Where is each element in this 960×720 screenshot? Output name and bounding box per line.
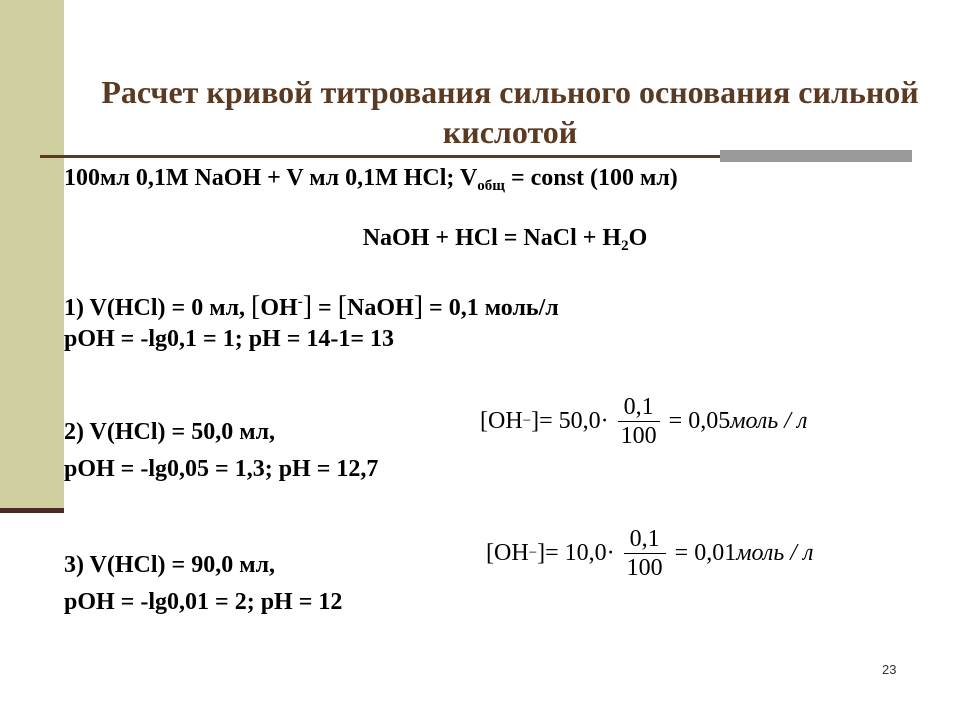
step1-eq: =	[312, 295, 338, 321]
step1-naoh: NaOH	[347, 295, 414, 321]
step2-formula	[480, 388, 807, 454]
statement-subscript: общ	[477, 178, 505, 194]
bracket-close-2: ]	[413, 291, 424, 322]
slide-title: Расчет кривой титрования сильного основания сильной кислотой	[101, 74, 919, 150]
step1-superscript: -	[297, 294, 303, 310]
page-number: 23	[882, 662, 897, 677]
reaction-text-end: O	[628, 225, 648, 251]
formula-lhs: [OH	[480, 407, 523, 434]
formula-superscript: −	[522, 412, 532, 429]
fraction-numerator: 0,1	[618, 393, 660, 422]
bracket-open: [	[251, 291, 261, 322]
step1-oh: OH	[260, 295, 298, 321]
step3-line2: рОН = -lg0,01 = 2; рН = 12	[64, 589, 343, 615]
bracket-open-2: [	[337, 291, 348, 322]
problem-statement	[64, 163, 678, 201]
formula-fraction	[621, 525, 669, 582]
formula-superscript: −	[528, 544, 538, 561]
step2-line2: рОН = -lg0,05 = 1,3; рН = 12,7	[64, 456, 379, 482]
sidebar-divider	[0, 508, 64, 513]
statement-text-end: = const (100 мл)	[504, 165, 678, 191]
title-accent-bar	[720, 150, 912, 162]
step1-line1	[64, 287, 559, 323]
reaction-equation	[0, 223, 960, 261]
step3-line1: 3) V(HCl) = 90,0 мл,	[64, 552, 276, 578]
step1-text-a: 1) V(HCl) = 0 мл,	[64, 295, 252, 321]
reaction-text: NaOH + HCl = NaCl + H	[362, 225, 622, 251]
formula-result: = 0,05	[668, 407, 731, 434]
fraction-denominator: 100	[620, 422, 657, 449]
formula-unit: моль / л	[730, 407, 808, 434]
statement-text: 100мл 0,1М NaOH + V мл 0,1М HCl; V	[64, 165, 478, 191]
reaction-subscript: 2	[621, 238, 629, 254]
formula-bracket: ]	[537, 539, 546, 566]
formula-multiplier: = 50,0·	[539, 407, 609, 434]
fraction-numerator: 0,1	[624, 525, 666, 554]
formula-multiplier: = 10,0·	[545, 539, 615, 566]
formula-unit: моль / л	[736, 539, 814, 566]
fraction-denominator: 100	[626, 554, 663, 581]
step1-value: = 0,1 моль/л	[423, 295, 559, 321]
formula-bracket: ]	[531, 407, 540, 434]
step2-line1: 2) V(HCl) = 50,0 мл,	[64, 419, 276, 445]
formula-lhs: [OH	[486, 539, 529, 566]
bracket-close: ]	[302, 291, 313, 322]
formula-result: = 0,01	[674, 539, 737, 566]
formula-fraction	[615, 393, 663, 450]
step1-line2: рОН = -lg0,1 = 1; рН = 14-1= 13	[64, 326, 395, 352]
step3-formula	[486, 520, 813, 586]
